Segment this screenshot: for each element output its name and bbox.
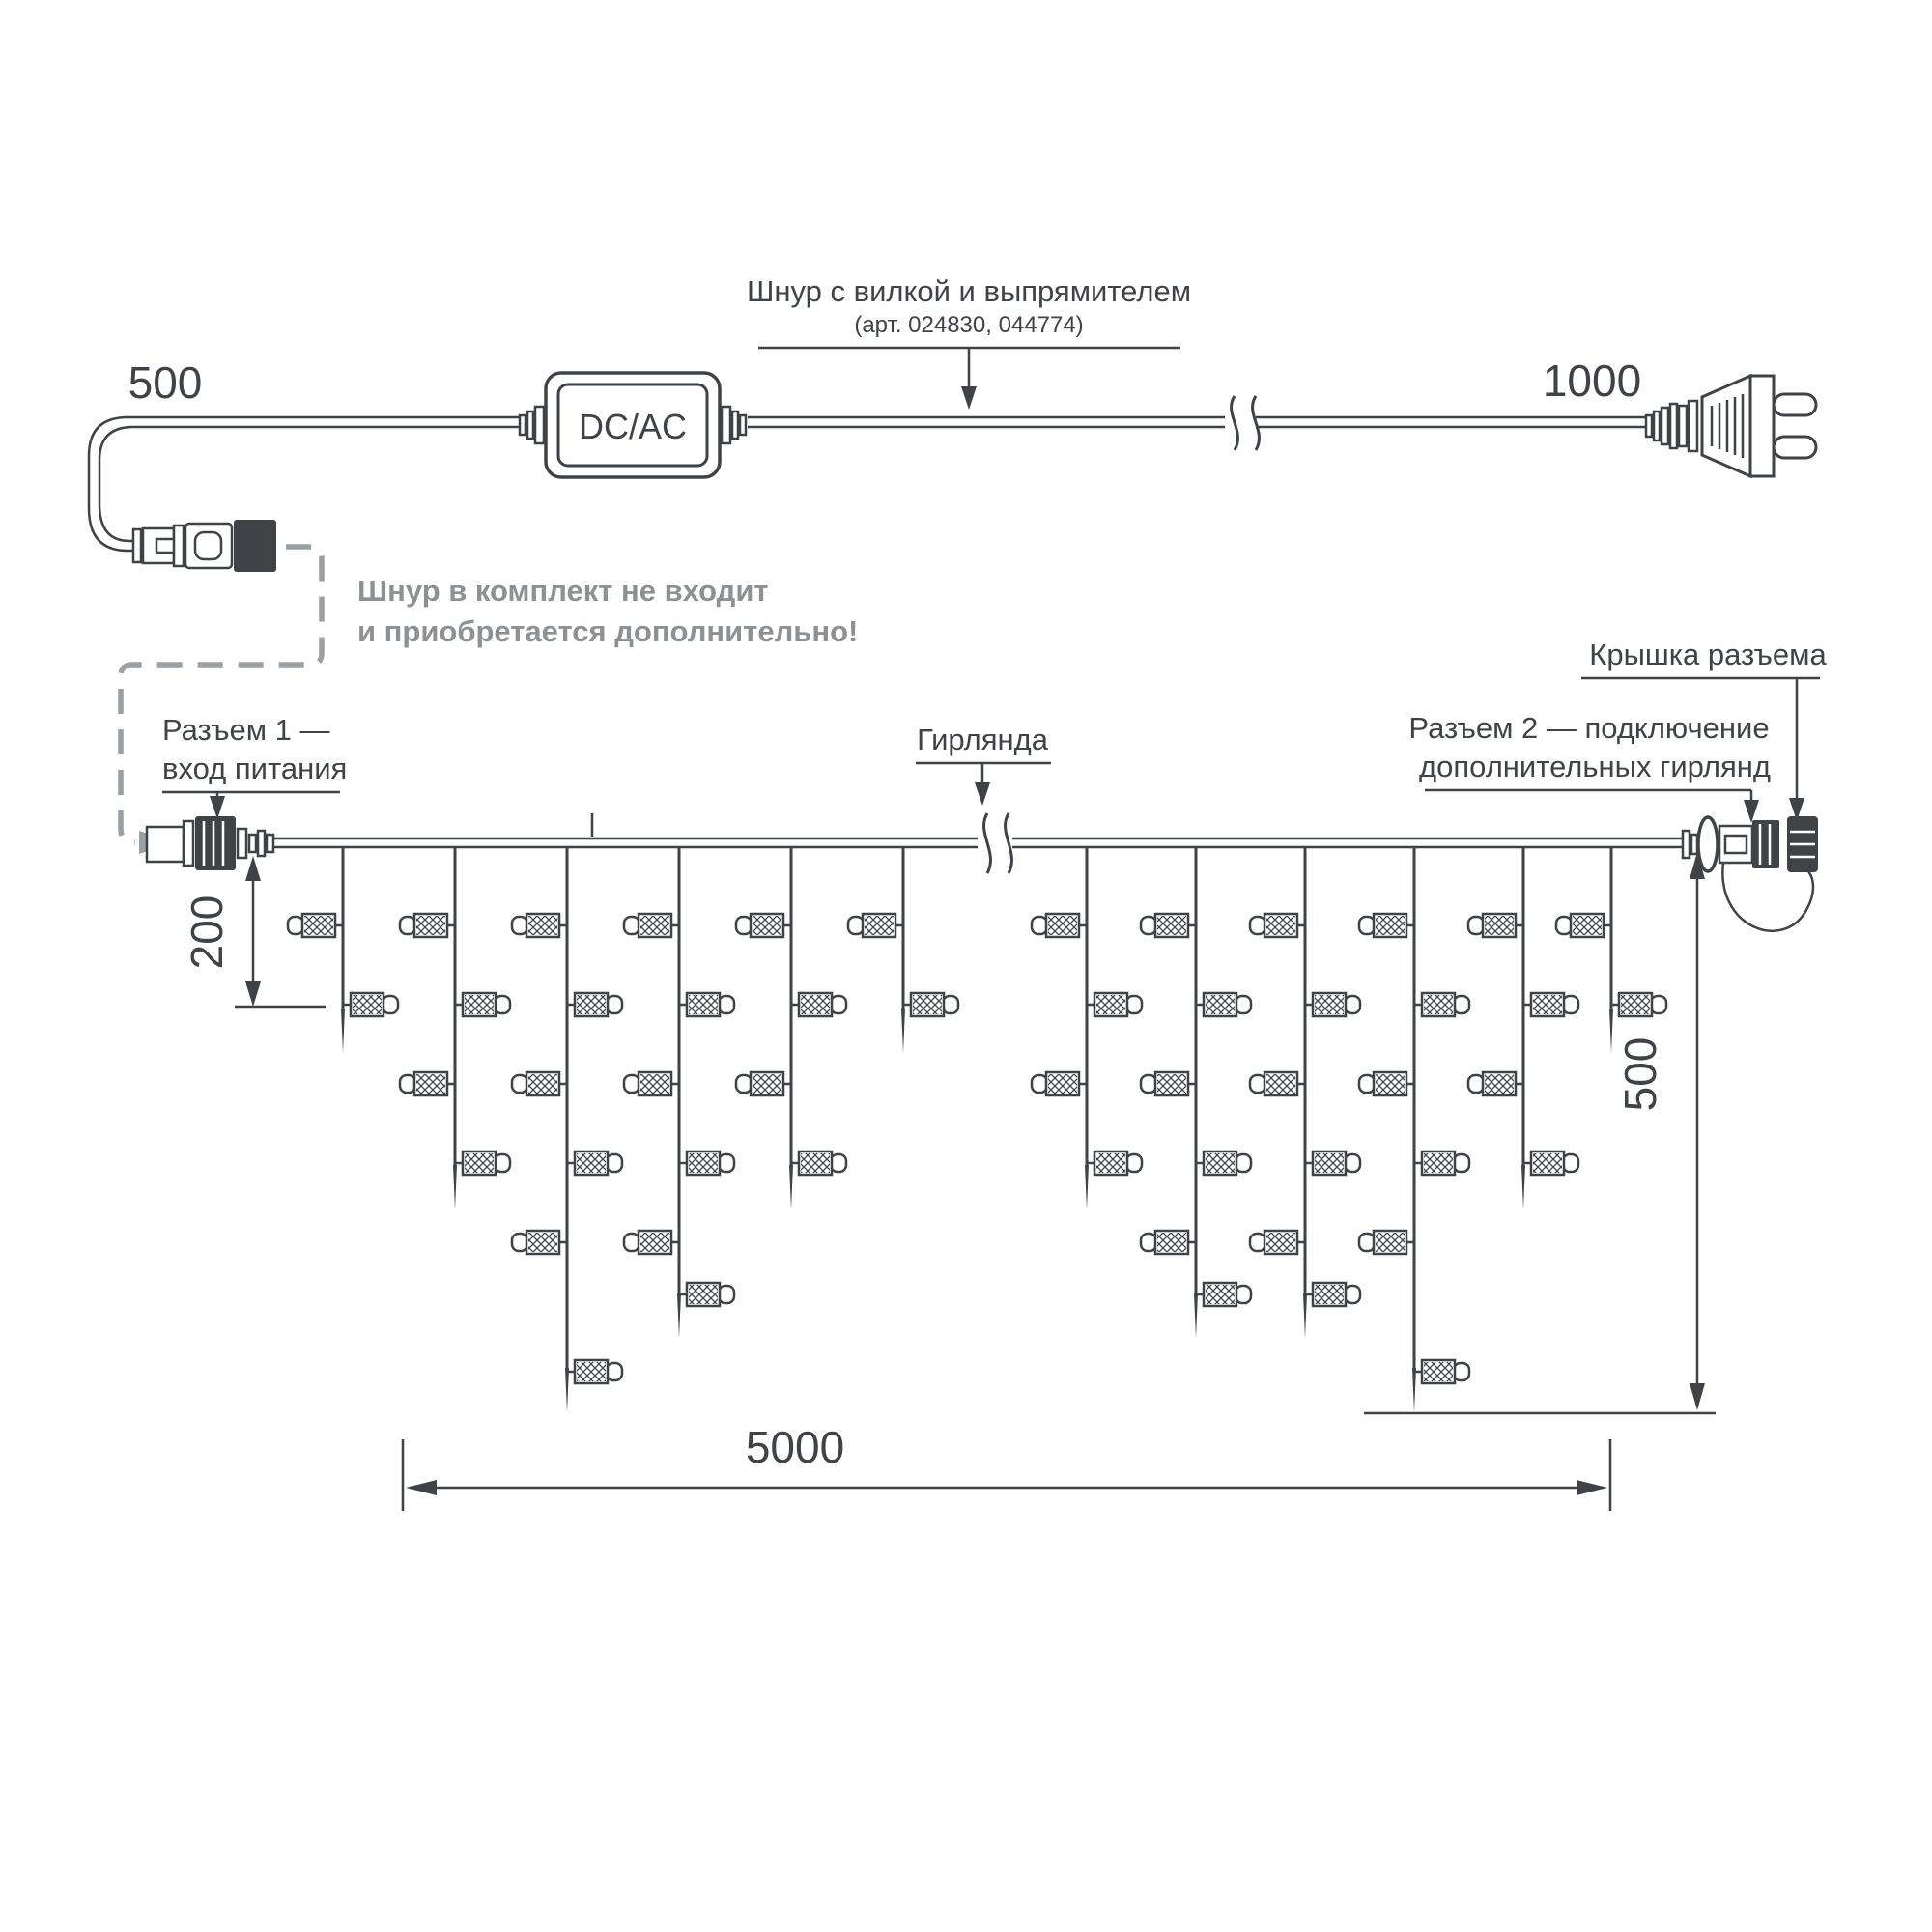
dashed-connection-path — [121, 547, 322, 854]
led-bulb-icon — [567, 1151, 622, 1175]
drop-tip-icon — [1412, 1368, 1416, 1412]
adapter-left-nub — [520, 415, 526, 435]
led-bulb-icon — [624, 1072, 679, 1095]
icicle-drop — [1468, 847, 1578, 1209]
led-bulb-icon — [1523, 993, 1578, 1016]
adapter-left-nub2 — [527, 412, 533, 439]
icicle-drops-layer — [288, 847, 1666, 1412]
led-bulb-icon — [1141, 914, 1196, 937]
icicle-drop — [512, 847, 622, 1412]
led-bulb-icon — [903, 993, 958, 1016]
led-bulb-icon — [791, 993, 846, 1016]
adapter-left-plate — [535, 407, 544, 443]
led-bulb-icon — [624, 914, 679, 937]
led-bulb-icon — [1468, 914, 1523, 937]
led-bulb-icon — [1359, 1072, 1414, 1095]
cap-tether — [1722, 863, 1813, 931]
dim-500-text: 500 — [1615, 1037, 1665, 1112]
garland-arrow-icon — [975, 782, 990, 806]
power-cord-right — [748, 396, 1646, 450]
led-bulb-icon — [1359, 1231, 1414, 1254]
icicle-drop — [1359, 847, 1469, 1412]
led-bulb-icon — [512, 1231, 567, 1254]
mains-plug — [1646, 376, 1816, 476]
led-bulb-icon — [567, 993, 622, 1016]
cord-end-prongs — [143, 528, 174, 563]
led-bulb-icon — [736, 1072, 791, 1095]
led-bulb-icon — [1087, 993, 1142, 1016]
drop-tip-icon — [453, 1165, 457, 1209]
led-bulb-icon — [1414, 993, 1469, 1016]
cord-label-line2: (арт. 024830, 044774) — [854, 312, 1084, 338]
led-bulb-icon — [624, 1231, 679, 1254]
adapter-right-nub — [740, 415, 746, 435]
led-bulb-icon — [288, 914, 343, 937]
icicle-drop — [1250, 847, 1360, 1338]
led-bulb-icon — [400, 1072, 455, 1095]
connector2-label — [1408, 711, 1771, 823]
cord-end-cap — [234, 520, 276, 572]
led-bulb-icon — [1032, 1072, 1087, 1095]
drop-tip-icon — [341, 1009, 345, 1053]
led-bulb-icon — [567, 1360, 622, 1383]
cord-label-arrow-icon — [961, 386, 977, 410]
dim-cord-right: 1000 — [1542, 355, 1642, 406]
note-line2: и приобретается дополнительно! — [357, 614, 859, 648]
drop-tip-icon — [1194, 1293, 1198, 1338]
led-bulb-icon — [455, 993, 510, 1016]
led-bulb-icon — [1141, 1231, 1196, 1254]
icicle-drop — [1556, 847, 1666, 1053]
icicle-drop — [624, 847, 734, 1338]
led-bulb-icon — [1611, 993, 1666, 1016]
drop-tip-icon — [677, 1293, 681, 1338]
led-bulb-icon — [512, 1072, 567, 1095]
note-line1: Шнур в комплект не входит — [357, 574, 769, 608]
plug-pin-top — [1774, 394, 1816, 415]
plug-face — [1750, 376, 1774, 476]
cord-end-connector — [133, 520, 276, 572]
dim-200-text: 200 — [182, 895, 232, 970]
connector1-label — [162, 713, 347, 819]
led-bulb-icon — [1087, 1151, 1142, 1175]
dim-5000-text: 5000 — [745, 1422, 845, 1472]
led-bulb-icon — [1414, 1151, 1469, 1175]
drop-tip-icon — [1609, 1009, 1613, 1053]
garland-break — [978, 813, 1012, 873]
dc-ac-adapter — [520, 373, 746, 477]
icicle-drop — [848, 847, 958, 1053]
connector2-label-line2: дополнительных гирлянд — [1419, 750, 1771, 783]
connector2-ring — [1698, 817, 1718, 871]
led-bulb-icon — [1250, 1231, 1305, 1254]
icicle-drop — [288, 847, 398, 1053]
adapter-label: DC/AC — [578, 407, 688, 446]
garland-label — [916, 723, 1051, 806]
plug-pin-bottom — [1774, 437, 1816, 458]
led-bulb-icon — [1250, 1072, 1305, 1095]
drop-tip-icon — [901, 1009, 905, 1053]
led-bulb-icon — [1556, 914, 1611, 937]
connector2-label-line1: Разъем 2 — подключение — [1408, 711, 1770, 745]
connector2-arrow-icon — [1744, 800, 1759, 823]
adapter-right-plate — [722, 407, 730, 443]
drop-tip-icon — [1521, 1165, 1525, 1209]
led-bulb-icon — [1196, 1151, 1251, 1175]
led-bulb-icon — [1468, 1072, 1523, 1095]
led-bulb-icon — [1196, 993, 1251, 1016]
led-bulb-icon — [1523, 1151, 1578, 1175]
cord-break-mask — [1225, 410, 1256, 437]
drop-tip-icon — [1085, 1165, 1089, 1209]
icicle-drop — [1032, 847, 1142, 1209]
cord-label-line1: Шнур с вилкой и выпрямителем — [746, 274, 1192, 308]
cord-label — [747, 274, 1191, 410]
dim-cord-left: 500 — [128, 357, 203, 408]
led-bulb-icon — [1305, 1283, 1360, 1306]
led-bulb-icon — [1196, 1283, 1251, 1306]
led-bulb-icon — [400, 914, 455, 937]
garland-label-text: Гирлянда — [917, 723, 1048, 756]
note — [357, 574, 858, 648]
led-bulb-icon — [1141, 1072, 1196, 1095]
drop-tip-icon — [789, 1165, 793, 1209]
led-bulb-icon — [1414, 1360, 1469, 1383]
led-bulb-icon — [1305, 993, 1360, 1016]
icicle-drop — [400, 847, 510, 1209]
icicle-drop — [736, 847, 846, 1209]
led-bulb-icon — [1359, 914, 1414, 937]
led-bulb-icon — [679, 1283, 734, 1306]
cap-label-text: Крышка разъема — [1589, 638, 1827, 671]
led-bulb-icon — [512, 914, 567, 937]
drop-tip-icon — [1303, 1293, 1307, 1338]
connector1-arrow-icon — [210, 796, 225, 819]
led-bulb-icon — [679, 1151, 734, 1175]
led-bulb-icon — [1250, 914, 1305, 937]
led-bulb-icon — [736, 914, 791, 937]
dim-5000 — [403, 1422, 1610, 1511]
icicle-drop — [1141, 847, 1251, 1338]
connector1-label-line1: Разъем 1 — — [162, 713, 330, 747]
drop-tip-icon — [565, 1368, 569, 1412]
connector1-label-line2: вход питания — [162, 752, 348, 785]
led-bulb-icon — [455, 1151, 510, 1175]
adapter-right-nub2 — [732, 412, 738, 439]
connector2-body — [1752, 820, 1779, 868]
led-bulb-icon — [848, 914, 903, 937]
led-bulb-icon — [791, 1151, 846, 1175]
dim-500 — [1364, 852, 1716, 1413]
led-bulb-icon — [1032, 914, 1087, 937]
led-bulb-icon — [679, 993, 734, 1016]
led-bulb-icon — [343, 993, 398, 1016]
led-bulb-icon — [1305, 1151, 1360, 1175]
